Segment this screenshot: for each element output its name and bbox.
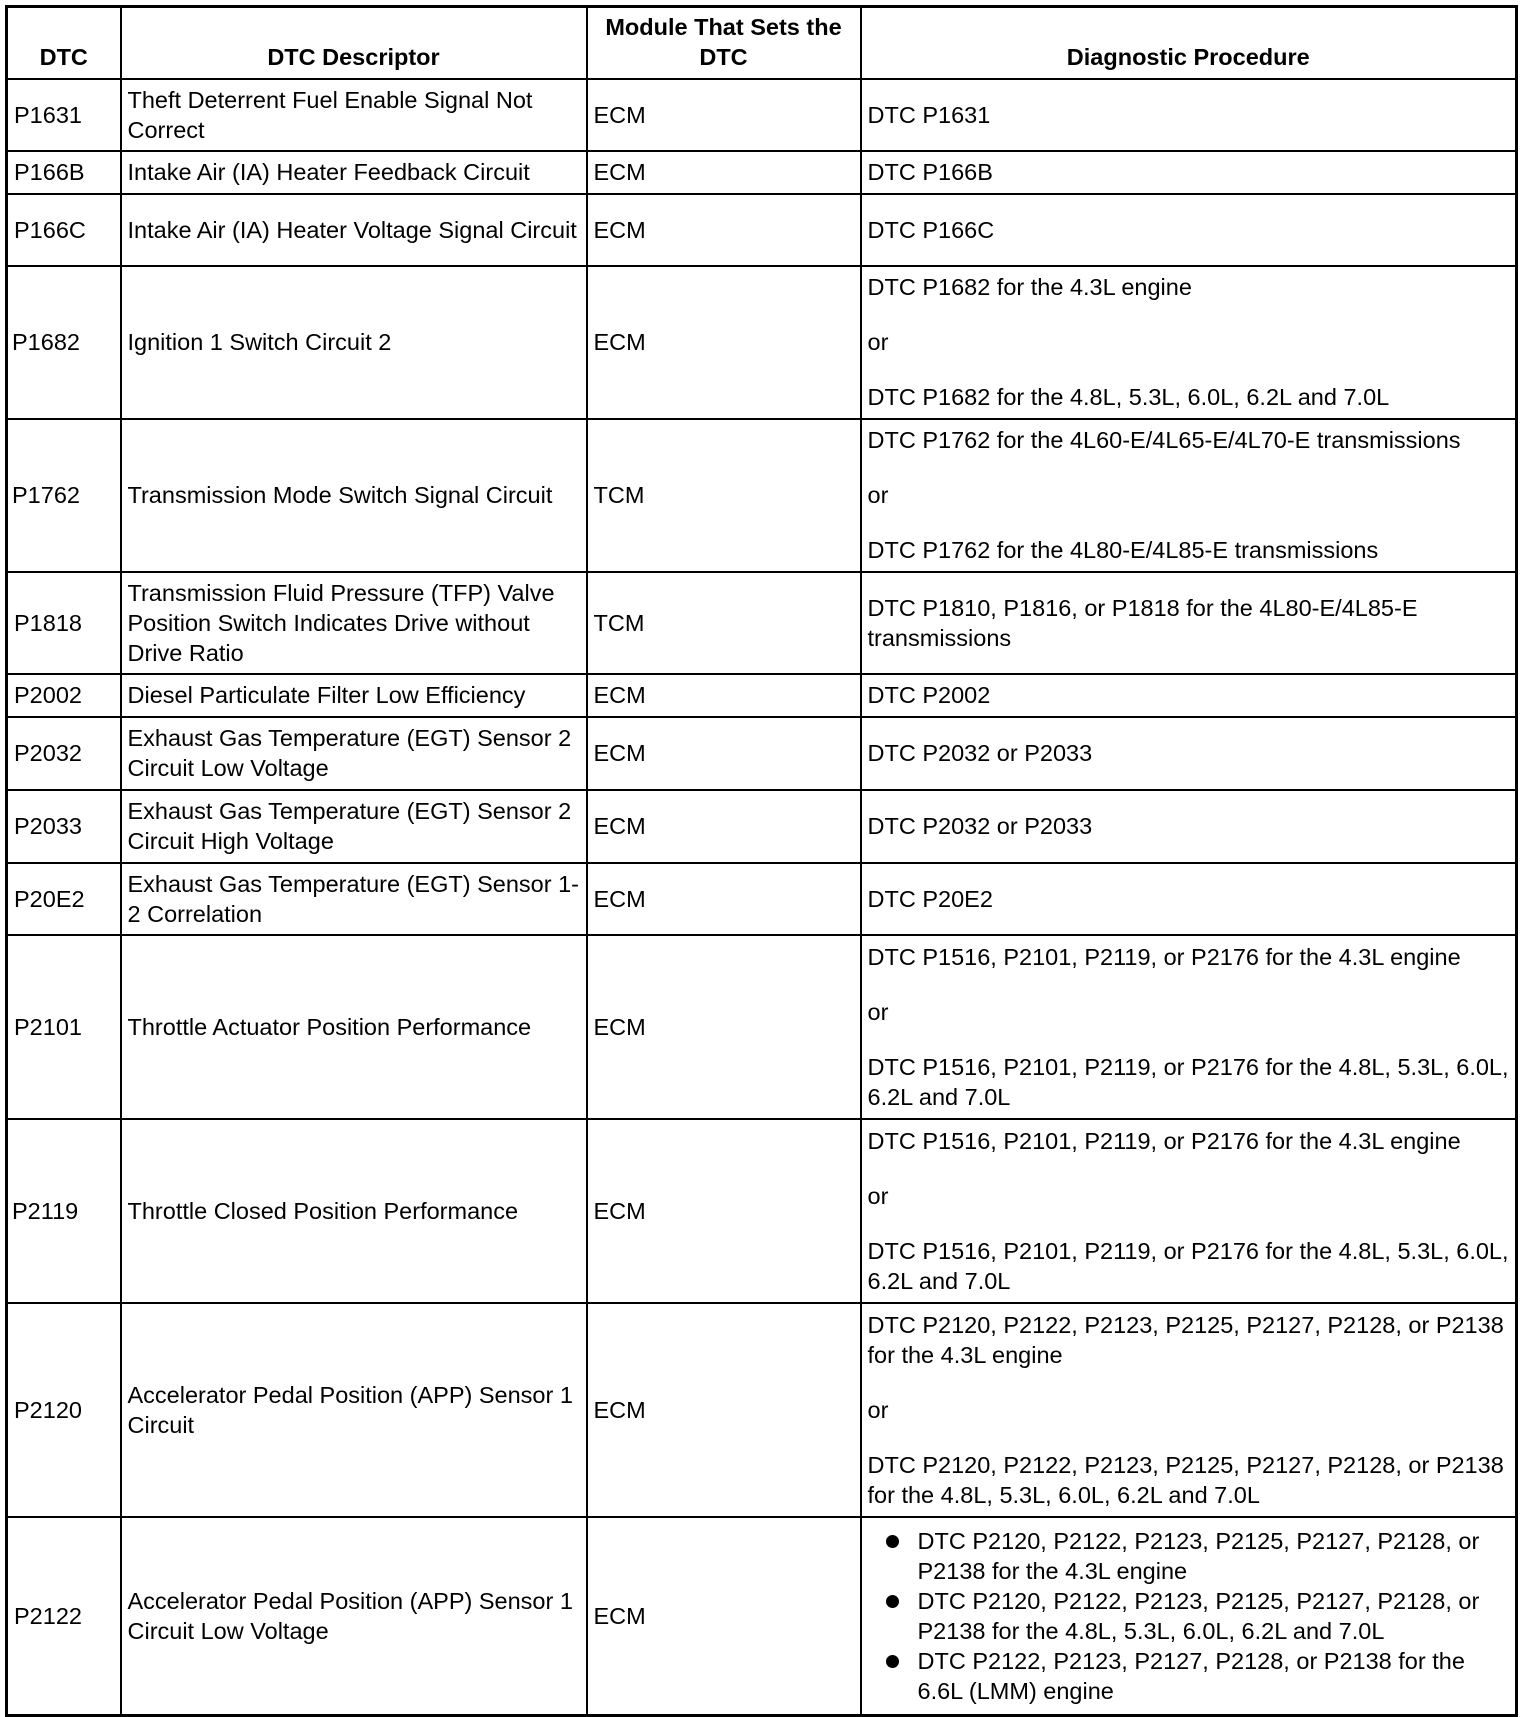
table-row [7,674,1517,717]
col-header-procedure: Diagnostic Procedure [861,7,1517,79]
dtc-code: P2120 [7,1303,121,1517]
procedure-line: DTC P1762 for the 4L60-E/4L65-E/4L70-E transmissions [867,427,1461,453]
dtc-code: P2119 [7,1119,121,1303]
dtc-code: P2122 [7,1517,121,1716]
dtc-descriptor: Exhaust Gas Temperature (EGT) Sensor 2 Circuit Low Voltage [121,717,587,790]
procedure-line: DTC P2120, P2122, P2123, P2125, P2127, P2128, or P2138 for the 4.3L engine [867,1311,1504,1368]
dtc-code: P1762 [7,419,121,572]
header-row [7,7,1517,79]
dtc-descriptor: Intake Air (IA) Heater Voltage Signal Circuit [121,194,587,266]
dtc-descriptor: Accelerator Pedal Position (APP) Sensor 1 Circuit Low Voltage [121,1517,587,1716]
diagnostic-procedure [861,266,1517,419]
dtc-module: ECM [587,1303,861,1517]
dtc-code: P166C [7,194,121,266]
procedure-bullet: DTC P2120, P2122, P2123, P2125, P2127, P2128, or P2138 for the 4.3L engine [918,1526,1510,1586]
dtc-code: P20E2 [7,863,121,935]
table-row [7,790,1517,863]
dtc-module: ECM [587,1119,861,1303]
diagnostic-procedure: DTC P1810, P1816, or P1818 for the 4L80-E/4L85-E transmissions [861,572,1517,674]
dtc-module: TCM [587,572,861,674]
dtc-code: P2033 [7,790,121,863]
procedure-or: or [867,329,889,355]
table-row [7,935,1517,1119]
dtc-code: P2002 [7,674,121,717]
table-row [7,194,1517,266]
dtc-descriptor: Accelerator Pedal Position (APP) Sensor 1 Circuit [121,1303,587,1517]
diagnostic-procedure: DTC P2032 or P2033 [861,790,1517,863]
diagnostic-procedure: DTC P166C [861,194,1517,266]
procedure-bullet: DTC P2122, P2123, P2127, P2128, or P2138 for the 6.6L (LMM) engine [918,1646,1510,1706]
dtc-module: ECM [587,266,861,419]
dtc-descriptor: Throttle Actuator Position Performance [121,935,587,1119]
table-row [7,1517,1517,1716]
dtc-descriptor: Theft Deterrent Fuel Enable Signal Not Correct [121,79,587,151]
procedure-line: DTC P1682 for the 4.8L, 5.3L, 6.0L, 6.2L and 7.0L [867,384,1390,410]
table-row [7,419,1517,572]
table-row [7,717,1517,790]
dtc-code: P1682 [7,266,121,419]
table-row [7,863,1517,935]
dtc-module: ECM [587,151,861,194]
dtc-descriptor: Ignition 1 Switch Circuit 2 [121,266,587,419]
dtc-code: P166B [7,151,121,194]
procedure-bullet: DTC P2120, P2122, P2123, P2125, P2127, P2128, or P2138 for the 4.8L, 5.3L, 6.0L, 6.2L and 7.0L [918,1586,1510,1646]
dtc-module: ECM [587,790,861,863]
procedure-line: DTC P1682 for the 4.3L engine [867,274,1192,300]
procedure-or: or [867,998,889,1025]
dtc-descriptor: Exhaust Gas Temperature (EGT) Sensor 1-2 Correlation [121,863,587,935]
dtc-table [5,5,1518,1717]
dtc-code: P1631 [7,79,121,151]
diagnostic-procedure [861,419,1517,572]
procedure-line: DTC P2120, P2122, P2123, P2125, P2127, P2128, or P2138 for the 4.8L, 5.3L, 6.0L, 6.2L and 7.0L [867,1451,1504,1508]
procedure-line: DTC P1516, P2101, P2119, or P2176 for the 4.8L, 5.3L, 6.0L, 6.2L and 7.0L [867,1237,1509,1294]
table-row [7,79,1517,151]
dtc-descriptor: Intake Air (IA) Heater Feedback Circuit [121,151,587,194]
procedure-or: or [867,1396,889,1423]
dtc-descriptor: Diesel Particulate Filter Low Efficiency [121,674,587,717]
dtc-descriptor: Transmission Mode Switch Signal Circuit [121,419,587,572]
diagnostic-procedure [861,1119,1517,1303]
table-row [7,572,1517,674]
procedure-line: DTC P1516, P2101, P2119, or P2176 for the 4.8L, 5.3L, 6.0L, 6.2L and 7.0L [867,1053,1509,1110]
procedure-or: or [867,1182,889,1209]
diagnostic-procedure: DTC P166B [861,151,1517,194]
dtc-module: ECM [587,717,861,790]
dtc-code: P2101 [7,935,121,1119]
dtc-code: P1818 [7,572,121,674]
table-row [7,1303,1517,1517]
diagnostic-procedure [861,1303,1517,1517]
diagnostic-procedure: DTC P1631 [861,79,1517,151]
diagnostic-procedure [861,935,1517,1119]
dtc-module: TCM [587,419,861,572]
col-header-dtc: DTC [7,7,121,79]
dtc-module: ECM [587,1517,861,1716]
diagnostic-procedure [861,1517,1517,1716]
dtc-descriptor: Throttle Closed Position Performance [121,1119,587,1303]
diagnostic-procedure: DTC P2002 [861,674,1517,717]
dtc-descriptor: Transmission Fluid Pressure (TFP) Valve Position Switch Indicates Drive without Drive Ratio [121,572,587,674]
dtc-module: ECM [587,79,861,151]
table-row [7,151,1517,194]
dtc-descriptor: Exhaust Gas Temperature (EGT) Sensor 2 Circuit High Voltage [121,790,587,863]
table-row [7,1119,1517,1303]
dtc-module: ECM [587,935,861,1119]
col-header-descriptor: DTC Descriptor [121,7,587,79]
table-row [7,266,1517,419]
procedure-or: or [867,482,889,508]
procedure-line: DTC P1516, P2101, P2119, or P2176 for the 4.3L engine [867,943,1461,970]
procedure-bullet-list [868,1526,1510,1706]
dtc-module: ECM [587,674,861,717]
col-header-module: Module That Sets the DTC [587,7,861,79]
diagnostic-procedure: DTC P2032 or P2033 [861,717,1517,790]
diagnostic-procedure: DTC P20E2 [861,863,1517,935]
procedure-line: DTC P1516, P2101, P2119, or P2176 for the 4.3L engine [867,1127,1461,1154]
dtc-module: ECM [587,194,861,266]
dtc-code: P2032 [7,717,121,790]
procedure-line: DTC P1762 for the 4L80-E/4L85-E transmissions [867,537,1379,563]
dtc-module: ECM [587,863,861,935]
